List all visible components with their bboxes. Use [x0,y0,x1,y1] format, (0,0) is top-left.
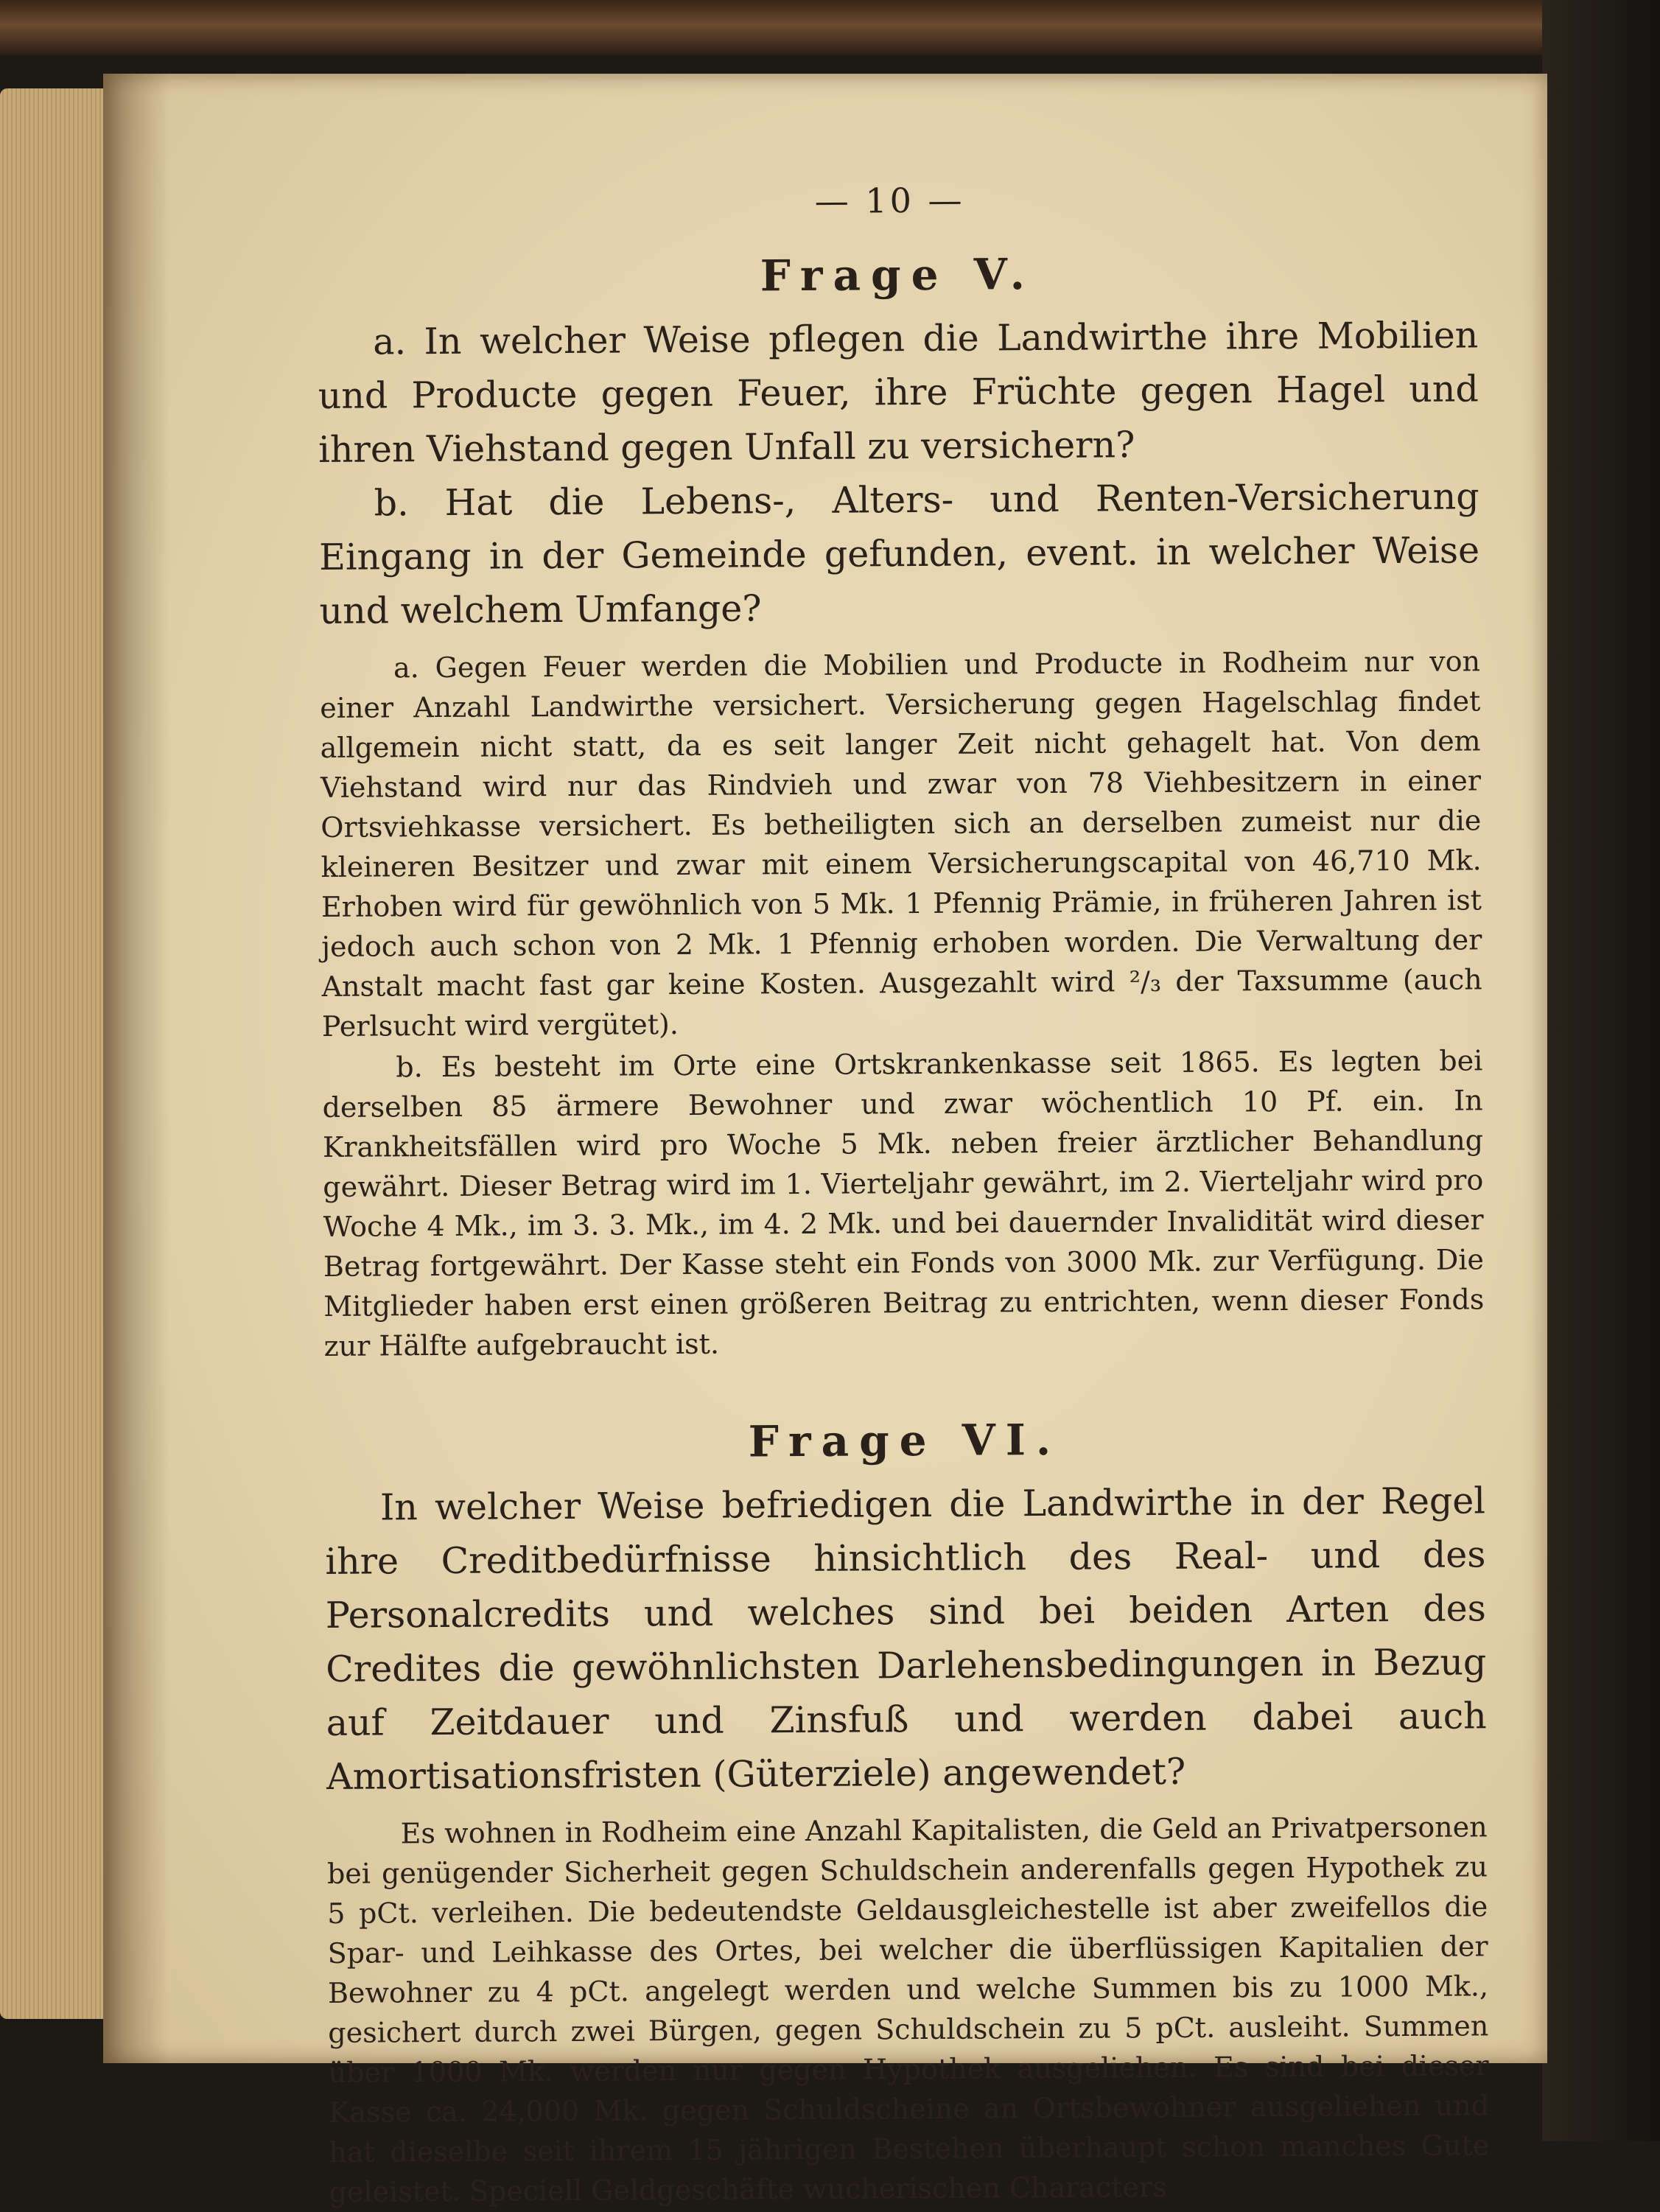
book-cover-right [1542,0,1660,2141]
page-stack-edge [0,88,111,2019]
question-v-b: b. Hat die Lebens-, Alters- und Renten-Versicherung Eingang in der Gemeinde gefunden, event. in welcher Weise und welchem Umfange? [318,475,1480,632]
answer-v-b: b. Es besteht im Orte eine Ortskrankenkasse seit 1865. Es legten bei derselben 85 ärmere Bewohner und zwar wöchentlich 10 Pf. ein. In Krankheitsfällen wird pro Woche 5 Mk. neben freier ärztlicher Behandlung gewährt. Dieser Betrag wird im 1. Vierteljahr gewährt, im 2. Vierteljahr wird pro Woche 4 Mk., im 3. 3. Mk., im 4. 2 Mk. und bei dauernder Invalidität wird dieser Betrag fortgewährt. Der Kasse steht ein Fonds von 3000 Mk. zur Verfügung. Die Mitglieder haben erst einen größeren Beitrag zu entrichten, wenn dieser Fonds zur Hälfte aufgebraucht ist. [322,1044,1485,1362]
heading-frage-v: Frage V. [760,249,1035,301]
spacer [324,1359,1485,1419]
answer-v-a: a. Gegen Feuer werden die Mobilien und Producte in Rodheim nur von einer Anzahl Landwirthe versichert. Versicherung gegen Hagelschlag findet allgemein nicht statt, da es seit langer Zeit nicht gehagelt hat. Von dem Viehstand wird nur das Rindvieh und zwar von 78 Viehbesitzern in einer Ortsviehkasse versichert. Es betheiligten sich an derselben zumeist nur die kleineren Besitzer und zwar mit einem Versicherungscapital von 46,710 Mk. Erhoben wird für gewöhnlich von 5 Mk. 1 Pfennig Prämie, in früheren Jahren ist jedoch auch schon von 2 Mk. 1 Pfennig erhoben worden. Die Verwaltung der Anstalt macht fast gar keine Kosten. Ausgezahlt wird ²/₃ der Taxsumme (auch Perlsucht wird vergütet). [320,645,1482,1043]
heading-frage-vi: Frage VI. [748,1414,1062,1467]
page-number: — 10 — [814,180,965,221]
gutter-shadow [103,74,169,2063]
question-v-a: a. In welcher Weise pflegen die Landwirthe ihre Mobilien und Producte gegen Feuer, ihre Früchte gegen Hagel und ihren Viehstand gegen Unfall zu versichern? [318,314,1479,471]
question-vi: In welcher Weise befriedigen die Landwirthe in der Regel ihre Creditbedürfnisse hinsichtlich des Real- und des Personalcredits und welches sind bei beiden Arten des Credites die gewöhnlichsten Darlehensbedingungen in Bezug auf Zeitdauer und Zinsfuß und werden dabei auch Amortisationsfristen (Güterziele) angewendet? [325,1480,1487,1798]
answer-vi: Es wohnen in Rodheim eine Anzahl Kapitalisten, die Geld an Privatpersonen bei genügender Sicherheit gegen Schuldschein anderenfalls gegen Hypothek zu 5 pCt. verleihen. Die bedeutendste Geldausgleichestelle ist aber zweifellos die Spar- und Leihkasse des Ortes, bei welcher die überflüssigen Kapitalien der Bewohner zu 4 pCt. angelegt werden und welche Summen bis zu 1000 Mk., gesichert durch zwei Bürgen, gegen Schuldschein zu 5 pCt. ausleiht. Summen über 1000 Mk. werden nur gegen Hypothek ausgeliehen. Es sind bei dieser Kasse ca. 24,000 Mk. gegen Schuldscheine an Ortsbewohner ausgeliehen und hat dieselbe seit ihrem 15 jährigen Bestehen überhaupt schon manches Gute geleistet. Speciell Geldgeschäfte wucherischen Characters [326,1810,1490,2208]
page-content [317,177,1490,2212]
book-cover-edge [0,0,1660,55]
